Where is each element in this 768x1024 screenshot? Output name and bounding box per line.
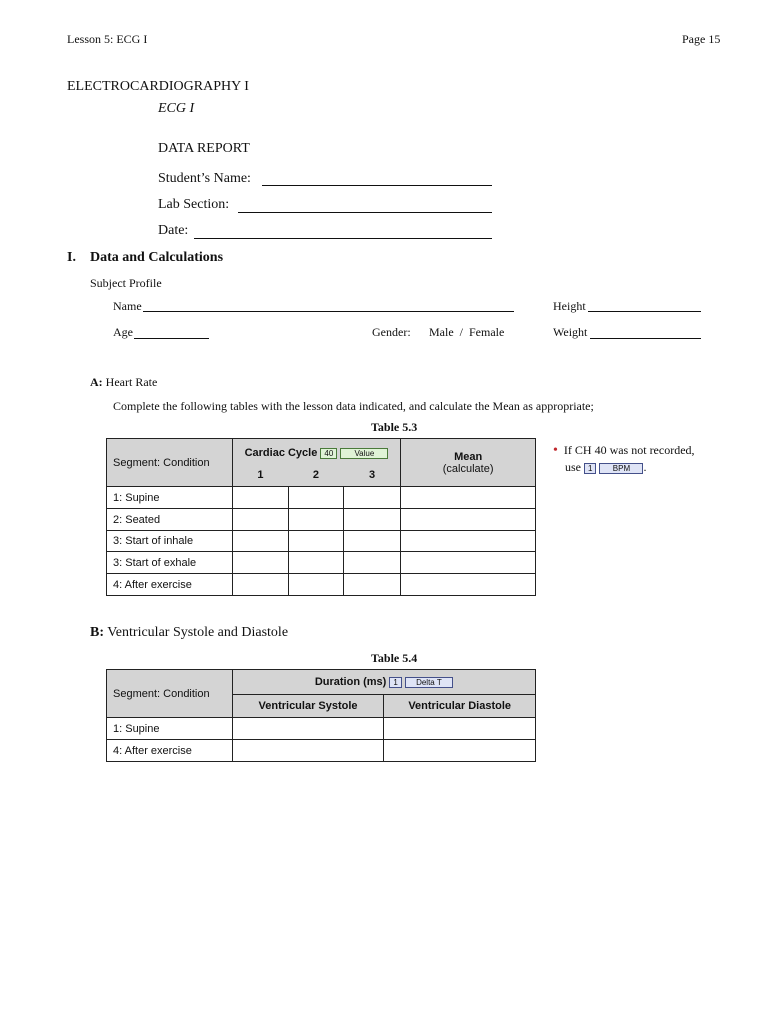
- document-title: ELECTROCARDIOGRAPHY I: [67, 79, 249, 94]
- subject-name-label: Name: [113, 299, 142, 313]
- table-5-4: [106, 669, 536, 762]
- mean-sublabel: (calculate): [442, 462, 494, 475]
- cell-cycle-2[interactable]: [288, 574, 344, 596]
- channel-1-chip: 1: [389, 677, 401, 688]
- gender-label: Gender:: [372, 325, 411, 339]
- cycle-col-1: 1: [232, 464, 288, 487]
- table-5-4-header-duration: [232, 670, 535, 695]
- page-number: Page 15: [682, 32, 721, 46]
- cardiac-cycle-label: Cardiac Cycle: [244, 447, 318, 460]
- section-numeral: I.: [67, 250, 76, 265]
- cell-cycle-3[interactable]: [344, 509, 401, 531]
- channel-1-chip: 1: [584, 463, 596, 474]
- document-subtitle: ECG I: [158, 101, 195, 116]
- page-header-lesson: Lesson 5: ECG I: [67, 32, 148, 46]
- part-a-title: Heart Rate: [105, 375, 158, 389]
- ch40-note-line-2: [565, 460, 646, 475]
- cell-cycle-1[interactable]: [232, 509, 288, 531]
- cell-cycle-3[interactable]: [344, 574, 401, 596]
- gender-options[interactable]: Male / Female: [429, 325, 505, 339]
- note-end: .: [643, 460, 647, 474]
- table-5-4-header-segment: Segment: Condition: [107, 670, 233, 718]
- section-title: Data and Calculations: [90, 250, 224, 265]
- row-condition: 1: Supine: [107, 487, 233, 509]
- table-5-4-title: Table 5.4: [371, 651, 418, 665]
- table-5-3-header-cycle: [232, 439, 401, 464]
- student-name-line[interactable]: [262, 185, 492, 186]
- note-line-1: If CH 40 was not recorded,: [563, 443, 695, 457]
- value-measurement-chip: Value: [340, 448, 388, 459]
- cell-mean[interactable]: [401, 531, 536, 552]
- col-ventricular-diastole: Ventricular Diastole: [384, 695, 536, 718]
- part-a-letter: A:: [90, 375, 103, 389]
- bpm-measurement-chip: BPM: [599, 463, 643, 474]
- subject-name-line[interactable]: [143, 311, 514, 312]
- weight-line[interactable]: [590, 338, 701, 339]
- part-b-heading: [90, 625, 288, 641]
- cell-cycle-1[interactable]: [232, 552, 288, 574]
- cell-cycle-3[interactable]: [344, 531, 401, 552]
- part-b-title: Ventricular Systole and Diastole: [107, 625, 289, 640]
- cell-cycle-1[interactable]: [232, 574, 288, 596]
- mean-label: Mean: [454, 450, 483, 463]
- age-line[interactable]: [134, 338, 209, 339]
- table-5-3: [106, 438, 536, 596]
- cell-diastole[interactable]: [384, 740, 536, 762]
- row-condition: 1: Supine: [107, 718, 233, 740]
- delta-t-measurement-chip: Delta T: [405, 677, 453, 688]
- table-5-3-header-segment: Segment: Condition: [107, 439, 233, 487]
- part-a-instruction: Complete the following tables with the lesson data indicated, and calculate the Mean as appropriate;: [113, 399, 594, 413]
- table-row: [107, 552, 536, 574]
- table-row: [107, 509, 536, 531]
- cell-cycle-2[interactable]: [288, 531, 344, 552]
- cell-cycle-2[interactable]: [288, 552, 344, 574]
- cell-cycle-2[interactable]: [288, 509, 344, 531]
- cell-mean[interactable]: [401, 552, 536, 574]
- part-b-letter: B:: [90, 625, 104, 640]
- cycle-col-2: 2: [288, 464, 344, 487]
- height-label: Height: [553, 299, 586, 313]
- row-condition: 4: After exercise: [107, 574, 233, 596]
- bullet-icon: •: [553, 443, 558, 458]
- subject-profile-title: Subject Profile: [90, 276, 162, 290]
- date-line[interactable]: [194, 238, 492, 239]
- cell-cycle-2[interactable]: [288, 487, 344, 509]
- col-ventricular-systole: Ventricular Systole: [232, 695, 384, 718]
- date-label: Date:: [158, 223, 189, 238]
- table-row: [107, 487, 536, 509]
- height-line[interactable]: [588, 311, 701, 312]
- table-row: [107, 531, 536, 552]
- part-a-heading: [90, 375, 157, 390]
- cell-mean[interactable]: [401, 509, 536, 531]
- table-row: [107, 740, 536, 762]
- cell-cycle-3[interactable]: [344, 552, 401, 574]
- duration-label: Duration (ms): [314, 676, 387, 688]
- cell-mean[interactable]: [401, 574, 536, 596]
- table-row: [107, 574, 536, 596]
- cell-systole[interactable]: [232, 740, 384, 762]
- cell-systole[interactable]: [232, 718, 384, 740]
- age-label: Age: [113, 325, 133, 339]
- table-5-3-header-mean: [401, 439, 536, 487]
- channel-40-chip: 40: [320, 448, 337, 459]
- weight-label: Weight: [553, 325, 588, 339]
- row-condition: 4: After exercise: [107, 740, 233, 762]
- cell-cycle-3[interactable]: [344, 487, 401, 509]
- cell-cycle-1[interactable]: [232, 487, 288, 509]
- cell-cycle-1[interactable]: [232, 531, 288, 552]
- note-use: use: [565, 460, 581, 474]
- table-5-3-title: Table 5.3: [371, 420, 418, 434]
- table-row: [107, 718, 536, 740]
- ch40-note: [553, 443, 695, 459]
- cell-diastole[interactable]: [384, 718, 536, 740]
- data-report-heading: DATA REPORT: [158, 141, 250, 156]
- student-name-label: Student’s Name:: [158, 171, 251, 186]
- row-condition: 2: Seated: [107, 509, 233, 531]
- cycle-col-3: 3: [344, 464, 401, 487]
- cell-mean[interactable]: [401, 487, 536, 509]
- row-condition: 3: Start of inhale: [107, 531, 233, 552]
- row-condition: 3: Start of exhale: [107, 552, 233, 574]
- lab-section-line[interactable]: [238, 212, 492, 213]
- lab-section-label: Lab Section:: [158, 197, 230, 212]
